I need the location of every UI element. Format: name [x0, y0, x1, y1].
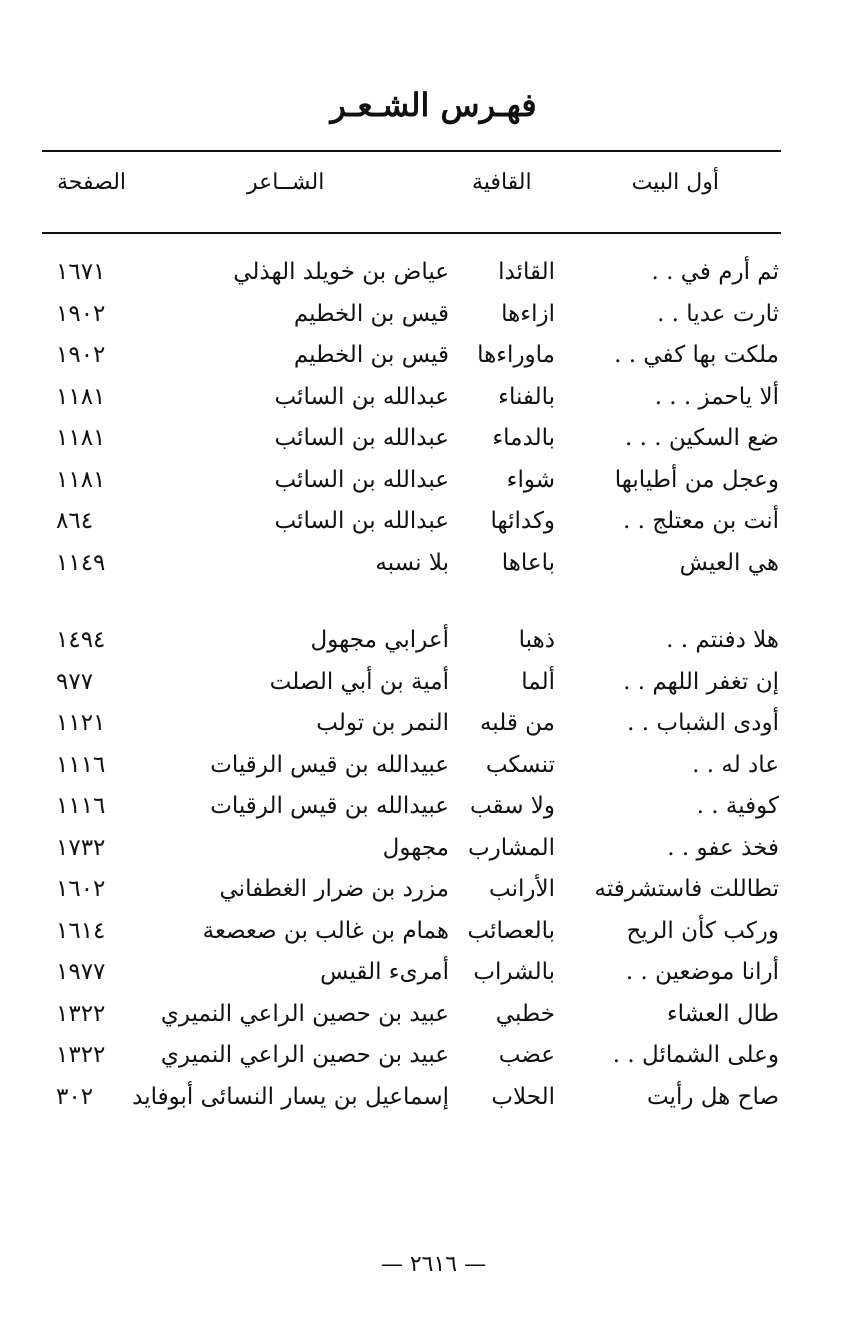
index-table	[0, 252, 867, 1118]
table-row	[0, 501, 867, 543]
table-row	[0, 952, 867, 994]
verse-start: ملكت بها كفي . .	[614, 342, 779, 368]
table-row	[0, 1077, 867, 1119]
page-number: ١٩٠٢	[56, 300, 106, 327]
header-page: الصفحة	[57, 170, 127, 195]
page-number: ١١٨١	[56, 425, 106, 451]
poet-name: عبدالله بن السائب	[274, 425, 449, 451]
verse-start: إن تغفر اللهم . .	[623, 668, 779, 695]
page-number: ١١٢١	[56, 710, 106, 736]
rhyme-word: وكدائها	[490, 508, 555, 534]
verse-start: طال العشاء	[666, 1000, 779, 1027]
table-row	[0, 869, 867, 911]
table-row	[0, 335, 867, 377]
rhyme-word: بالعصائب	[467, 917, 555, 944]
rhyme-word: ولا سقب	[469, 793, 555, 819]
poet-name: عبيد بن حصين الراعي النميري	[160, 1042, 449, 1068]
rhyme-word: باعاها	[501, 549, 555, 576]
table-row	[0, 418, 867, 460]
page-number: ٩٧٧	[56, 668, 94, 695]
table-row	[0, 786, 867, 828]
verse-start: صاح هل رأيت	[646, 1083, 779, 1110]
rhyme-word: تنسكب	[485, 751, 555, 778]
page-number: ٨٦٤	[56, 508, 94, 534]
poet-name: عبدالله بن السائب	[274, 508, 449, 534]
verse-start: ضع السكين . . .	[624, 425, 779, 451]
table-row	[0, 460, 867, 502]
page-number: ١٣٢٢	[56, 1042, 106, 1068]
verse-start: أودى الشباب . .	[627, 710, 779, 736]
poet-name: مزرد بن ضرار الغطفاني	[219, 876, 449, 902]
rhyme-word: عضب	[498, 1042, 555, 1068]
verse-start: عاد له . .	[692, 751, 779, 778]
verse-start: وعلى الشمائل . .	[612, 1042, 779, 1068]
table-row	[0, 703, 867, 745]
table-row	[0, 994, 867, 1036]
table-row	[0, 377, 867, 419]
poet-name: قيس بن الخطيم	[293, 342, 449, 368]
header-top-rule	[42, 150, 781, 152]
poet-name: عبيدالله بن قيس الرقيات	[210, 751, 449, 778]
verse-start: تطاللت فاستشرفته	[594, 876, 779, 902]
table-row	[0, 620, 867, 662]
verse-start: أرانا موضعين . .	[625, 959, 779, 985]
rhyme-word: بالدماء	[492, 425, 555, 451]
header-poet: الشــاعر	[247, 170, 325, 195]
table-row	[0, 911, 867, 953]
page-number: ١١١٦	[56, 751, 106, 778]
page-number: ١١٨١	[56, 383, 106, 410]
rhyme-word: بالشراب	[473, 959, 555, 985]
page-number: ١٩٧٧	[56, 959, 106, 985]
verse-start: وعجل من أطيابها	[614, 466, 779, 493]
rhyme-word: من قلبه	[479, 710, 555, 736]
page-number: ١٩٠٢	[56, 342, 106, 368]
table-row	[0, 662, 867, 704]
verse-start: وركب كأن الريح	[626, 917, 779, 944]
rhyme-word: الأرانب	[489, 876, 555, 902]
verse-start: أنت بن معتلج . .	[623, 508, 779, 534]
page-number: ١٦٠٢	[56, 876, 106, 902]
poet-name: همام بن غالب بن صعصعة	[202, 917, 449, 944]
rhyme-word: ألما	[521, 668, 555, 695]
header-verse: أول البيت	[631, 170, 719, 195]
header-bottom-rule	[42, 232, 781, 234]
rhyme-word: شواء	[506, 466, 555, 493]
page-number: ٣٠٢	[56, 1083, 94, 1110]
page-number: ١٤٩٤	[56, 627, 106, 653]
poet-name: عبيدالله بن قيس الرقيات	[210, 793, 449, 819]
poet-name: عبدالله بن السائب	[274, 466, 449, 493]
table-row	[0, 252, 867, 294]
poet-name: إسماعيل بن يسار النسائى أبوفايد	[132, 1083, 449, 1110]
verse-start: فخذ عفو . .	[667, 834, 779, 861]
poet-name: عبيد بن حصين الراعي النميري	[160, 1000, 449, 1027]
poet-name: مجهول	[382, 834, 449, 861]
rhyme-word: المشارب	[468, 834, 555, 861]
poet-name: قيس بن الخطيم	[293, 300, 449, 327]
page-number: ١١١٦	[56, 793, 106, 819]
page-number: ١١٤٩	[56, 549, 106, 576]
verse-start: ثارت عديا . .	[657, 300, 779, 327]
rhyme-word: القائدا	[498, 259, 555, 285]
table-row	[0, 1035, 867, 1077]
table-row	[0, 294, 867, 336]
verse-start: هلا دفنتم . .	[666, 627, 779, 653]
page-number: ١٦٧١	[56, 259, 106, 285]
verse-start: كوفية . .	[696, 793, 779, 819]
page-title: فهـرس الشـعـر	[330, 86, 537, 124]
table-row	[0, 828, 867, 870]
page-number: ١٧٣٢	[56, 834, 106, 861]
poet-name: عبدالله بن السائب	[274, 383, 449, 410]
poet-name: أمرىء القيس	[320, 959, 449, 985]
rhyme-word: ماوراءها	[477, 342, 555, 368]
verse-start: ثم أرم في . .	[651, 259, 779, 285]
page-number: ١١٨١	[56, 466, 106, 493]
poet-name: عياض بن خويلد الهذلي	[233, 259, 449, 285]
page-number: ١٣٢٢	[56, 1000, 106, 1027]
verse-start: هي العيش	[679, 549, 779, 576]
table-header	[0, 170, 867, 210]
rhyme-word: ذهبا	[518, 627, 555, 653]
page-footer-number: — ٢٦١٦ —	[380, 1252, 487, 1277]
verse-start: ألا ياحمز . . .	[654, 383, 779, 410]
poet-name: أمية بن أبي الصلت	[269, 668, 449, 695]
poet-name: أعرابي مجهول	[310, 627, 449, 653]
group-gap	[0, 584, 867, 620]
page-number: ١٦١٤	[56, 917, 106, 944]
rhyme-word: ازاءها	[501, 300, 555, 327]
table-row	[0, 543, 867, 585]
rhyme-word: خطبي	[495, 1000, 555, 1027]
poet-name: بلا نسبه	[375, 549, 449, 576]
header-rhyme: القافية	[472, 170, 532, 195]
rhyme-word: بالفناء	[498, 383, 555, 410]
poet-name: النمر بن تولب	[316, 710, 449, 736]
rhyme-word: الحلاب	[491, 1083, 555, 1110]
table-row	[0, 745, 867, 787]
